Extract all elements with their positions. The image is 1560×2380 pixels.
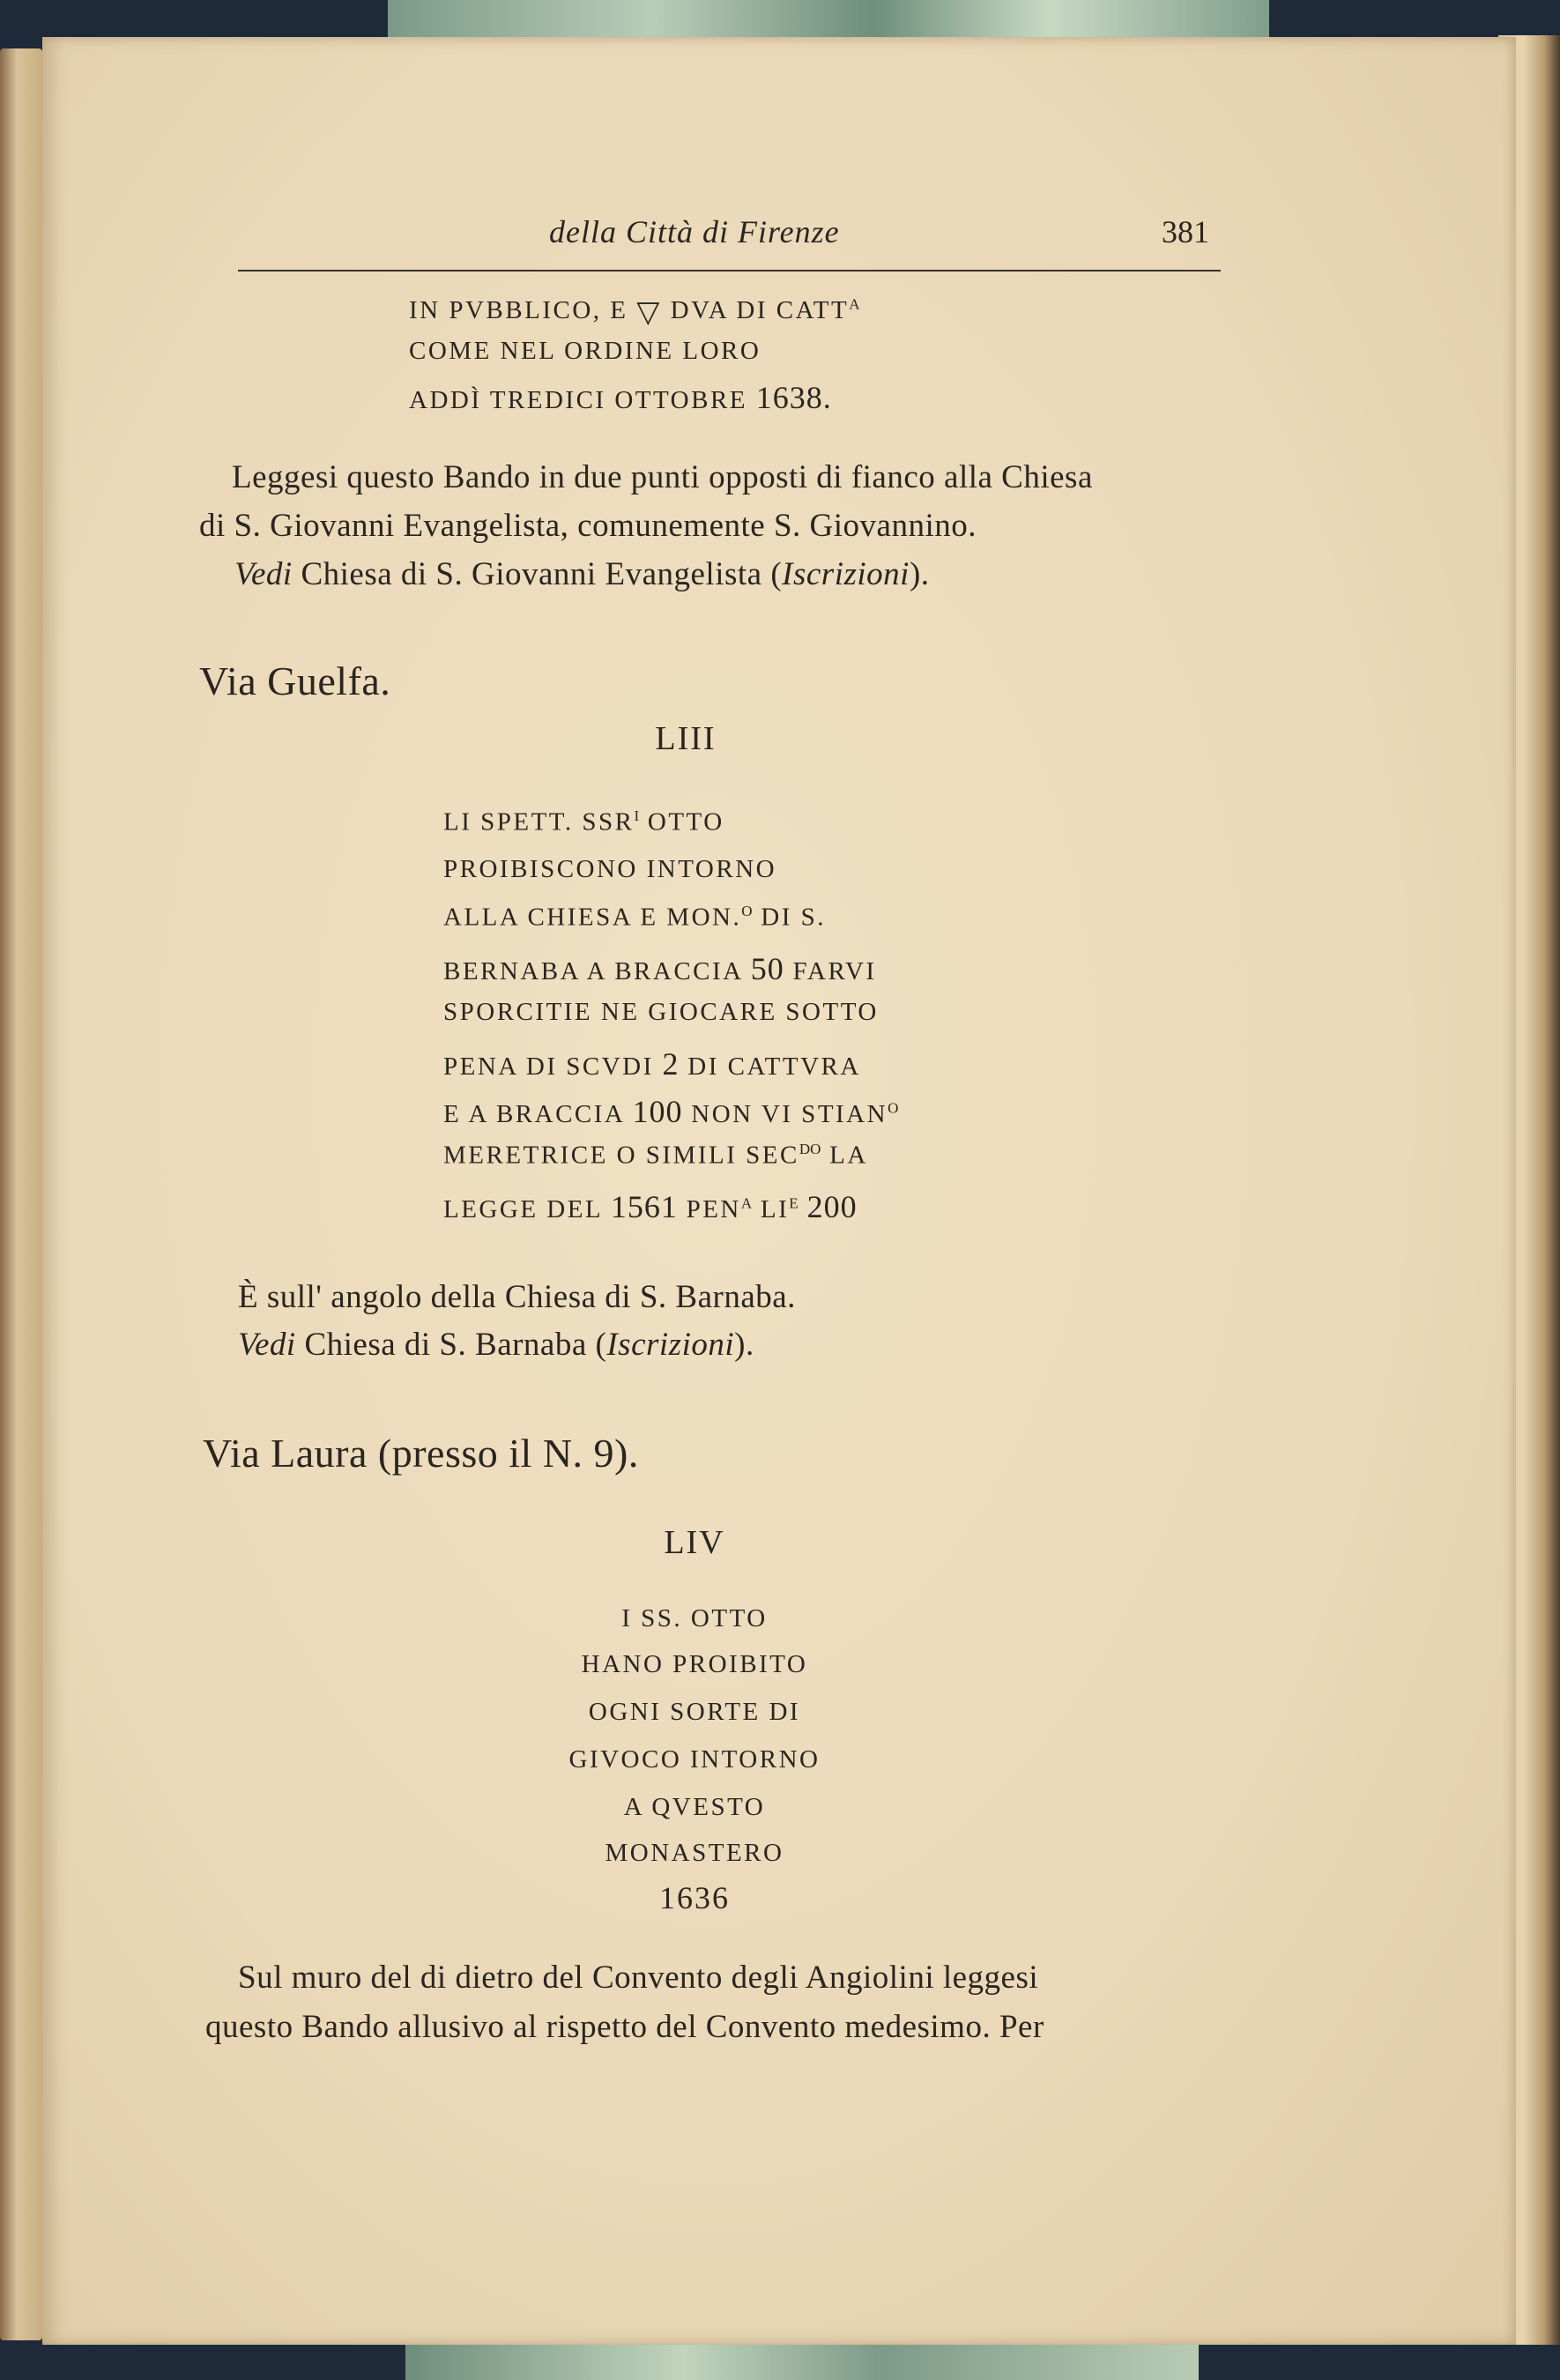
guelfa-note-2: Vedi Chiesa di S. Barnaba (Iscrizioni). bbox=[238, 1327, 754, 1363]
laura-line-2: HANO PROIBITO bbox=[581, 1650, 808, 1678]
guelfa-line-3: ALLA CHIESA E MON.$^O$ DI S. bbox=[443, 903, 826, 932]
guelfa-line-5: SPORCITIE NE GIOCARE SOTTO bbox=[443, 998, 879, 1026]
guelfa-line-6: PENA DI SCVDI 2 DI CATTVRA bbox=[443, 1046, 861, 1082]
page-number: 381 bbox=[1162, 214, 1209, 249]
guelfa-line-8: MERETRICE O SIMILI $SEC^{DO}$ LA bbox=[443, 1141, 868, 1170]
laura-year: 1636 bbox=[659, 1880, 730, 1915]
laura-line-4: GIVOCO INTORNO bbox=[568, 1745, 821, 1774]
guelfa-line-4: BERNABA A BRACCIA 50 FARVI bbox=[443, 951, 877, 986]
guelfa-line-7: E A BRACCIA 100 NON VI $STIAN^O$ bbox=[443, 1094, 899, 1129]
guelfa-note-1: È sull' angolo della Chiesa di S. Barnaba. bbox=[238, 1279, 796, 1315]
laura-paragraph-line-1: Sul muro del di dietro del Convento degli Angiolini leggesi bbox=[238, 1960, 1039, 1996]
guelfa-line-2: PROIBISCONO INTORNO bbox=[443, 855, 777, 883]
background-marble-top bbox=[388, 0, 1269, 42]
guelfa-line-1: LI SPETT. $SSR^I$ OTTO bbox=[443, 807, 724, 837]
laura-line-3: OGNI SORTE DI bbox=[588, 1698, 801, 1726]
inscription-top-line-2: COME NEL ORDINE LORO bbox=[409, 337, 761, 365]
inscription-top-line-1: IN PVBBLICO, E ▽ DVA DI $CATT^A$ bbox=[409, 295, 860, 329]
paragraph-1-line-2: di S. Giovanni Evangelista, comunemente S. Giovannino. bbox=[199, 508, 977, 544]
background-marble-bottom bbox=[405, 2345, 1199, 2380]
running-title: della Città di Firenze bbox=[549, 214, 840, 249]
guelfa-line-9: LEGGE DEL 1561 $PEN^A$ $LI^E$ 200 bbox=[443, 1189, 858, 1224]
inscription-top-line-3: ADDÌ TREDICI OTTOBRE 1638. bbox=[409, 380, 832, 415]
numeral-liv: LIV bbox=[664, 1524, 725, 1561]
book-page bbox=[42, 37, 1516, 2345]
paragraph-1-line-1: Leggesi questo Bando in due punti opposti di fianco alla Chiesa bbox=[232, 459, 1093, 495]
paragraph-1-line-3: Vedi Chiesa di S. Giovanni Evangelista (Iscrizioni). bbox=[234, 556, 930, 592]
heading-via-laura: Via Laura (presso il N. 9). bbox=[203, 1431, 639, 1476]
laura-paragraph-line-2: questo Bando allusivo al rispetto del Convento medesimo. Per bbox=[205, 2009, 1044, 2045]
header-rule bbox=[238, 270, 1221, 271]
laura-line-5: A QVESTO bbox=[623, 1793, 766, 1821]
laura-line-1: I SS. OTTO bbox=[621, 1604, 768, 1633]
numeral-liii: LIII bbox=[655, 720, 717, 757]
book-left-edge bbox=[0, 48, 42, 2340]
laura-line-6: MONASTERO bbox=[605, 1839, 784, 1867]
nabla-symbol: ▽ bbox=[636, 296, 662, 329]
heading-via-guelfa: Via Guelfa. bbox=[199, 658, 391, 703]
